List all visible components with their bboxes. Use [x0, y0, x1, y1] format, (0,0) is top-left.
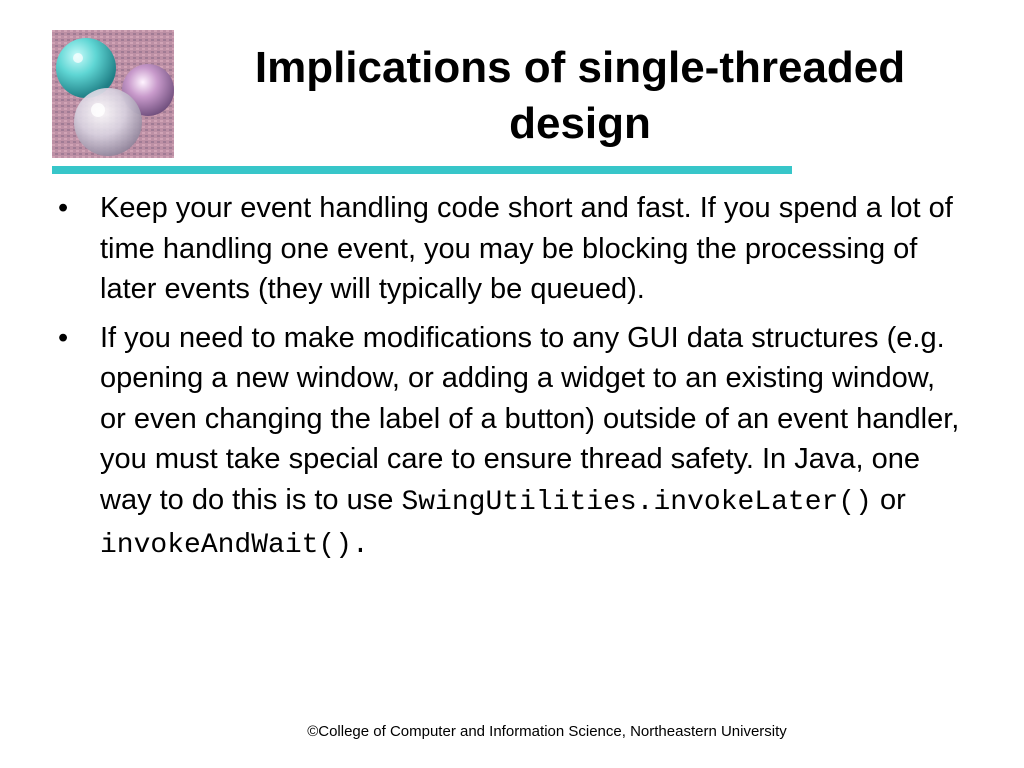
title-underline-rule	[52, 166, 792, 174]
crystal-spheres-logo	[52, 30, 174, 158]
slide-title	[180, 40, 980, 152]
slide-title-line-2: design	[509, 99, 651, 148]
code-invoke-later: SwingUtilities.invokeLater()	[401, 486, 872, 518]
bullet-item-2	[58, 318, 968, 567]
bullet-2-text: If you need to make modifications to any GUI data structures (e.g. opening a new window, or adding a widget to an existing window, or even changing the label of a button) outside of an event handler, you must take special care to ensure thread safety. In Java, one way to do this is to use	[100, 321, 960, 516]
bullet-2-connector: or	[871, 483, 906, 516]
bullet-marker: •	[58, 192, 69, 224]
bullet-item-1	[58, 188, 968, 310]
slide-title-line-1: Implications of single-threaded	[254, 43, 906, 92]
bullet-list	[58, 188, 968, 575]
code-invoke-and-wait: invokeAndWait().	[100, 530, 369, 561]
footer-copyright: ©College of Computer and Information Science, Northeastern University	[307, 723, 787, 740]
bullet-marker: •	[58, 321, 69, 354]
bullet-1-text: Keep your event handling code short and fast. If you spend a lot of time handling one event, you may be blocking the processing of later events (they will typically be queued).	[100, 192, 953, 305]
